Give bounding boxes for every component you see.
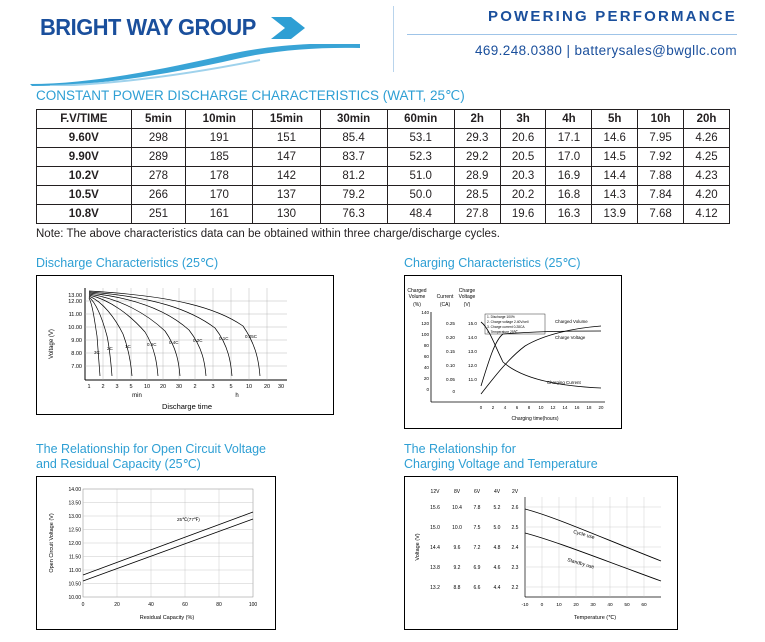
svg-text:11.00: 11.00 — [68, 568, 81, 574]
table-cell: 20.3 — [500, 167, 546, 186]
svg-text:18: 18 — [586, 405, 592, 410]
svg-text:Voltage: Voltage — [458, 294, 476, 300]
chart-charging-title: Charging Characteristics (25℃) — [404, 256, 581, 270]
table-cell: 147 — [253, 148, 320, 167]
svg-text:140: 140 — [421, 310, 429, 315]
table-row — [37, 186, 730, 205]
table-cell: 4.12 — [684, 205, 730, 224]
chart-discharge — [36, 256, 376, 415]
svg-text:Charge Voltage: Charge Voltage — [555, 335, 586, 340]
svg-text:8.00: 8.00 — [71, 351, 82, 357]
table-cell: 7.88 — [638, 167, 684, 186]
svg-text:15.6: 15.6 — [430, 505, 440, 511]
svg-text:6V: 6V — [473, 489, 481, 495]
svg-text:2.4: 2.4 — [511, 545, 519, 551]
table-cell: 27.8 — [454, 205, 500, 224]
constant-power-table — [36, 109, 730, 224]
svg-text:0: 0 — [81, 602, 85, 608]
svg-text:0.25: 0.25 — [446, 321, 455, 326]
table-cell: 85.4 — [320, 129, 387, 148]
table-cell: 16.3 — [546, 205, 592, 224]
svg-text:7.5: 7.5 — [473, 525, 481, 531]
table-cell: 130 — [253, 205, 320, 224]
svg-text:12.50: 12.50 — [68, 527, 81, 534]
svg-text:11.50: 11.50 — [68, 554, 81, 561]
svg-text:0.15: 0.15 — [446, 349, 455, 354]
svg-text:0: 0 — [426, 387, 429, 392]
table-cell: 7.95 — [638, 129, 684, 148]
svg-text:6: 6 — [515, 405, 519, 410]
svg-text:30: 30 — [175, 384, 183, 390]
table-col-header: 3h — [500, 110, 546, 129]
svg-text:20: 20 — [263, 384, 271, 390]
header-divider — [393, 6, 394, 72]
table-cell: 161 — [186, 205, 253, 224]
table-cell: 13.9 — [592, 205, 638, 224]
table-col-header: 2h — [454, 110, 500, 129]
chart-discharge-title: Discharge Characteristics (25℃) — [36, 256, 219, 270]
svg-text:4V: 4V — [493, 489, 501, 495]
svg-text:Volume: Volume — [408, 294, 426, 300]
svg-text:Charging time(hours): Charging time(hours) — [511, 416, 559, 422]
svg-text:13.8: 13.8 — [430, 565, 440, 571]
svg-text:15.0: 15.0 — [430, 525, 440, 531]
svg-text:13.0: 13.0 — [468, 349, 477, 354]
svg-text:2.5: 2.5 — [511, 525, 519, 531]
svg-text:12.00: 12.00 — [68, 541, 81, 547]
table-cell: 4.26 — [684, 129, 730, 148]
table-cell: 7.68 — [638, 205, 684, 224]
table-cell: 298 — [131, 129, 186, 148]
svg-text:2: 2 — [491, 405, 495, 410]
table-cell: 17.0 — [546, 148, 592, 167]
svg-text:40: 40 — [607, 603, 613, 608]
table-row — [37, 205, 730, 224]
svg-text:10: 10 — [245, 384, 253, 390]
svg-text:6.6: 6.6 — [473, 585, 481, 591]
svg-text:0: 0 — [479, 405, 483, 410]
table-row-label: 10.5V — [37, 186, 132, 205]
svg-text:Residual Capacity (%): Residual Capacity (%) — [139, 615, 195, 621]
svg-text:Open Circuit Voltage (V): Open Circuit Voltage (V) — [49, 513, 55, 573]
table-cell: 14.4 — [592, 167, 638, 186]
chart-charging-plot — [404, 275, 622, 429]
svg-text:(%): (%) — [413, 302, 421, 308]
svg-text:5.2: 5.2 — [493, 505, 501, 511]
svg-text:15.0: 15.0 — [468, 321, 477, 326]
table-cell: 29.2 — [454, 148, 500, 167]
svg-text:13.00: 13.00 — [68, 514, 81, 520]
svg-text:Voltage (V): Voltage (V) — [415, 533, 421, 561]
svg-text:120: 120 — [421, 321, 429, 326]
chart-charge-temp-title — [404, 442, 744, 472]
table-cell: 52.3 — [387, 148, 454, 167]
svg-text:Charged Volume: Charged Volume — [555, 319, 588, 324]
svg-text:9.6: 9.6 — [453, 545, 461, 551]
table-cell: 185 — [186, 148, 253, 167]
chart-ocv-title-line2: and Residual Capacity (25℃) — [36, 457, 201, 471]
svg-text:9.2: 9.2 — [453, 565, 461, 571]
svg-text:4: 4 — [503, 405, 507, 410]
svg-text:0.2C: 0.2C — [193, 338, 203, 343]
table-cell: 81.2 — [320, 167, 387, 186]
table-cell: 14.6 — [592, 129, 638, 148]
table-cell: 251 — [131, 205, 186, 224]
svg-text:9.00: 9.00 — [71, 338, 82, 344]
table-cell: 76.3 — [320, 205, 387, 224]
table-cell: 20.2 — [500, 186, 546, 205]
svg-text:Discharge time: Discharge time — [161, 402, 213, 411]
svg-text:2.6: 2.6 — [511, 505, 519, 511]
svg-text:10: 10 — [143, 384, 151, 390]
svg-text:Charged: Charged — [407, 288, 427, 294]
logo-swoosh — [30, 44, 360, 86]
svg-text:h: h — [235, 393, 239, 399]
table-row — [37, 129, 730, 148]
svg-text:12V: 12V — [430, 489, 440, 495]
svg-text:4.6: 4.6 — [493, 565, 501, 571]
chart-ocv — [36, 442, 376, 630]
svg-text:60: 60 — [182, 602, 188, 608]
svg-text:2.2: 2.2 — [511, 585, 519, 591]
svg-text:0.1C: 0.1C — [219, 336, 229, 341]
chart-ocv-title — [36, 442, 376, 472]
svg-text:(CA): (CA) — [439, 302, 451, 308]
svg-text:20: 20 — [114, 602, 120, 608]
svg-text:2V: 2V — [511, 489, 519, 495]
svg-text:10: 10 — [538, 405, 544, 410]
table-cell: 191 — [186, 129, 253, 148]
svg-text:5: 5 — [129, 384, 133, 390]
table-cell: 4.23 — [684, 167, 730, 186]
svg-text:8.8: 8.8 — [453, 585, 461, 591]
table-cell: 16.9 — [546, 167, 592, 186]
svg-text:13.50: 13.50 — [68, 500, 81, 507]
table-cell: 19.6 — [500, 205, 546, 224]
table-row — [37, 167, 730, 186]
svg-text:8: 8 — [527, 405, 531, 410]
svg-text:10.4: 10.4 — [452, 505, 462, 511]
svg-text:40: 40 — [423, 365, 429, 370]
svg-text:40: 40 — [148, 602, 154, 608]
svg-text:16: 16 — [574, 405, 580, 410]
svg-text:2.3: 2.3 — [511, 565, 519, 571]
table-cell: 170 — [186, 186, 253, 205]
chart-ocv-plot — [36, 476, 276, 630]
svg-text:10.00: 10.00 — [68, 595, 81, 601]
svg-text:Charging Current: Charging Current — [547, 380, 581, 385]
header-rule — [407, 34, 737, 35]
table-cell: 20.5 — [500, 148, 546, 167]
table-cell: 289 — [131, 148, 186, 167]
svg-text:100: 100 — [248, 602, 258, 608]
svg-text:11.00: 11.00 — [68, 312, 82, 318]
svg-text:14.4: 14.4 — [430, 545, 440, 551]
svg-text:0.05C: 0.05C — [245, 334, 258, 339]
svg-text:7.00: 7.00 — [71, 364, 82, 370]
table-col-header: 5h — [592, 110, 638, 129]
svg-text:25℃(77℉): 25℃(77℉) — [177, 517, 200, 522]
svg-text:10: 10 — [556, 603, 562, 608]
svg-text:Temperature (℃): Temperature (℃) — [573, 615, 617, 621]
svg-text:0: 0 — [452, 389, 455, 394]
svg-text:20: 20 — [159, 384, 167, 390]
constant-power-section — [0, 88, 765, 240]
logo-text: BRIGHT WAY GROUP — [40, 14, 256, 40]
tagline: POWERING PERFORMANCE — [487, 8, 737, 25]
chart-charge-temp-title-line1: The Relationship for — [404, 442, 516, 456]
table-col-header: 10h — [638, 110, 684, 129]
chart-charge-temp-plot — [404, 476, 678, 630]
chart-discharge-plot — [36, 275, 334, 415]
table-title: CONSTANT POWER DISCHARGE CHARACTERISTICS (WATT, 25℃) — [36, 88, 465, 103]
svg-text:11.0: 11.0 — [468, 377, 477, 382]
table-cell: 151 — [253, 129, 320, 148]
svg-text:3: 3 — [115, 384, 119, 390]
svg-text:0.4C: 0.4C — [169, 340, 179, 345]
svg-text:2: 2 — [193, 384, 197, 390]
table-cell: 142 — [253, 167, 320, 186]
table-cell: 20.6 — [500, 129, 546, 148]
page-header — [0, 0, 765, 88]
chart-ocv-title-line1: The Relationship for Open Circuit Voltage — [36, 442, 266, 456]
svg-text:12.0: 12.0 — [468, 363, 477, 368]
table-cell: 28.9 — [454, 167, 500, 186]
svg-text:100: 100 — [421, 332, 429, 337]
table-note: Note: The above characteristics data can be obtained within three charge/discharge cycles. — [36, 228, 500, 240]
table-cell: 53.1 — [387, 129, 454, 148]
table-col-header: 15min — [253, 110, 320, 129]
table-cell: 4.25 — [684, 148, 730, 167]
svg-text:14.00: 14.00 — [68, 487, 81, 493]
svg-text:13.00: 13.00 — [68, 293, 82, 299]
contact-info: 469.248.0380 | batterysales@bwgllc.com — [474, 43, 737, 58]
table-row-label: 9.60V — [37, 129, 132, 148]
table-cell: 16.8 — [546, 186, 592, 205]
svg-text:2: 2 — [101, 384, 105, 390]
table-cell: 51.0 — [387, 167, 454, 186]
svg-text:8V: 8V — [453, 489, 461, 495]
svg-text:14.0: 14.0 — [468, 335, 477, 340]
header-contact-block — [407, 8, 737, 58]
table-cell: 28.5 — [454, 186, 500, 205]
svg-text:5: 5 — [229, 384, 233, 390]
svg-text:6.9: 6.9 — [473, 565, 481, 571]
svg-text:10.0: 10.0 — [452, 525, 462, 531]
svg-text:7.8: 7.8 — [473, 505, 481, 511]
svg-text:80: 80 — [216, 602, 222, 608]
svg-text:10.00: 10.00 — [68, 325, 82, 331]
svg-text:Charge: Charge — [458, 288, 476, 294]
svg-text:20: 20 — [573, 603, 579, 608]
table-row-label: 10.2V — [37, 167, 132, 186]
table-col-header: 30min — [320, 110, 387, 129]
svg-text:60: 60 — [423, 354, 429, 359]
svg-text:20: 20 — [598, 405, 604, 410]
svg-text:Standby use: Standby use — [566, 557, 595, 571]
svg-text:2C: 2C — [107, 346, 113, 351]
svg-text:10.50: 10.50 — [68, 581, 81, 588]
table-cell: 83.7 — [320, 148, 387, 167]
logo — [40, 14, 305, 41]
table-col-header: F.V/TIME — [37, 110, 132, 129]
svg-text:3C: 3C — [94, 350, 100, 355]
svg-text:Voltage (V): Voltage (V) — [49, 329, 55, 359]
table-col-header: 5min — [131, 110, 186, 129]
table-row — [37, 148, 730, 167]
svg-text:20: 20 — [423, 376, 429, 381]
svg-text:Cycle use: Cycle use — [572, 529, 596, 541]
svg-text:0.6C: 0.6C — [147, 342, 157, 347]
svg-text:5.0: 5.0 — [493, 525, 501, 531]
arrow-right-icon — [271, 17, 305, 39]
table-header-row — [37, 110, 730, 129]
svg-text:1: 1 — [87, 384, 91, 390]
table-col-header: 20h — [684, 110, 730, 129]
svg-text:min: min — [132, 393, 142, 399]
svg-text:14: 14 — [562, 405, 568, 410]
table-col-header: 4h — [546, 110, 592, 129]
table-cell: 14.3 — [592, 186, 638, 205]
table-cell: 4.20 — [684, 186, 730, 205]
table-row-label: 10.8V — [37, 205, 132, 224]
table-cell: 17.1 — [546, 129, 592, 148]
svg-text:4. Temperature 25℃: 4. Temperature 25℃ — [487, 330, 518, 334]
table-cell: 14.5 — [592, 148, 638, 167]
table-col-header: 10min — [186, 110, 253, 129]
table-cell: 137 — [253, 186, 320, 205]
svg-text:13.2: 13.2 — [430, 585, 440, 591]
svg-text:30: 30 — [590, 603, 596, 608]
svg-text:12.00: 12.00 — [68, 299, 82, 305]
svg-text:3: 3 — [211, 384, 215, 390]
svg-text:(V): (V) — [463, 302, 471, 308]
table-cell: 48.4 — [387, 205, 454, 224]
svg-text:1. Discharge 100%: 1. Discharge 100% — [487, 315, 515, 319]
svg-text:7.2: 7.2 — [473, 545, 481, 551]
table-cell: 7.92 — [638, 148, 684, 167]
table-row-label: 9.90V — [37, 148, 132, 167]
svg-text:12: 12 — [550, 405, 556, 410]
table-cell: 178 — [186, 167, 253, 186]
svg-text:30: 30 — [277, 384, 285, 390]
table-cell: 50.0 — [387, 186, 454, 205]
table-cell: 278 — [131, 167, 186, 186]
svg-text:0: 0 — [540, 603, 544, 608]
table-cell: 29.3 — [454, 129, 500, 148]
chart-charge-temp — [404, 442, 744, 630]
table-col-header: 60min — [387, 110, 454, 129]
table-cell: 266 — [131, 186, 186, 205]
chart-charging — [404, 256, 744, 429]
table-cell: 79.2 — [320, 186, 387, 205]
svg-text:80: 80 — [423, 343, 429, 348]
table-cell: 7.84 — [638, 186, 684, 205]
svg-text:0.10: 0.10 — [446, 363, 455, 368]
chart-charge-temp-title-line2: Charging Voltage and Temperature — [404, 457, 598, 471]
svg-text:2. Charge voltage 2.40V/cell: 2. Charge voltage 2.40V/cell — [487, 320, 529, 324]
svg-text:0.20: 0.20 — [446, 335, 455, 340]
svg-text:4.8: 4.8 — [493, 545, 501, 551]
svg-text:1C: 1C — [125, 344, 131, 349]
svg-text:4.4: 4.4 — [493, 585, 501, 591]
svg-text:3. Charge current 0.28CA: 3. Charge current 0.28CA — [487, 325, 525, 329]
svg-text:50: 50 — [624, 603, 630, 608]
svg-text:Current: Current — [436, 294, 454, 300]
svg-text:-10: -10 — [521, 603, 529, 608]
svg-text:0.05: 0.05 — [446, 377, 455, 382]
svg-text:60: 60 — [641, 603, 647, 608]
